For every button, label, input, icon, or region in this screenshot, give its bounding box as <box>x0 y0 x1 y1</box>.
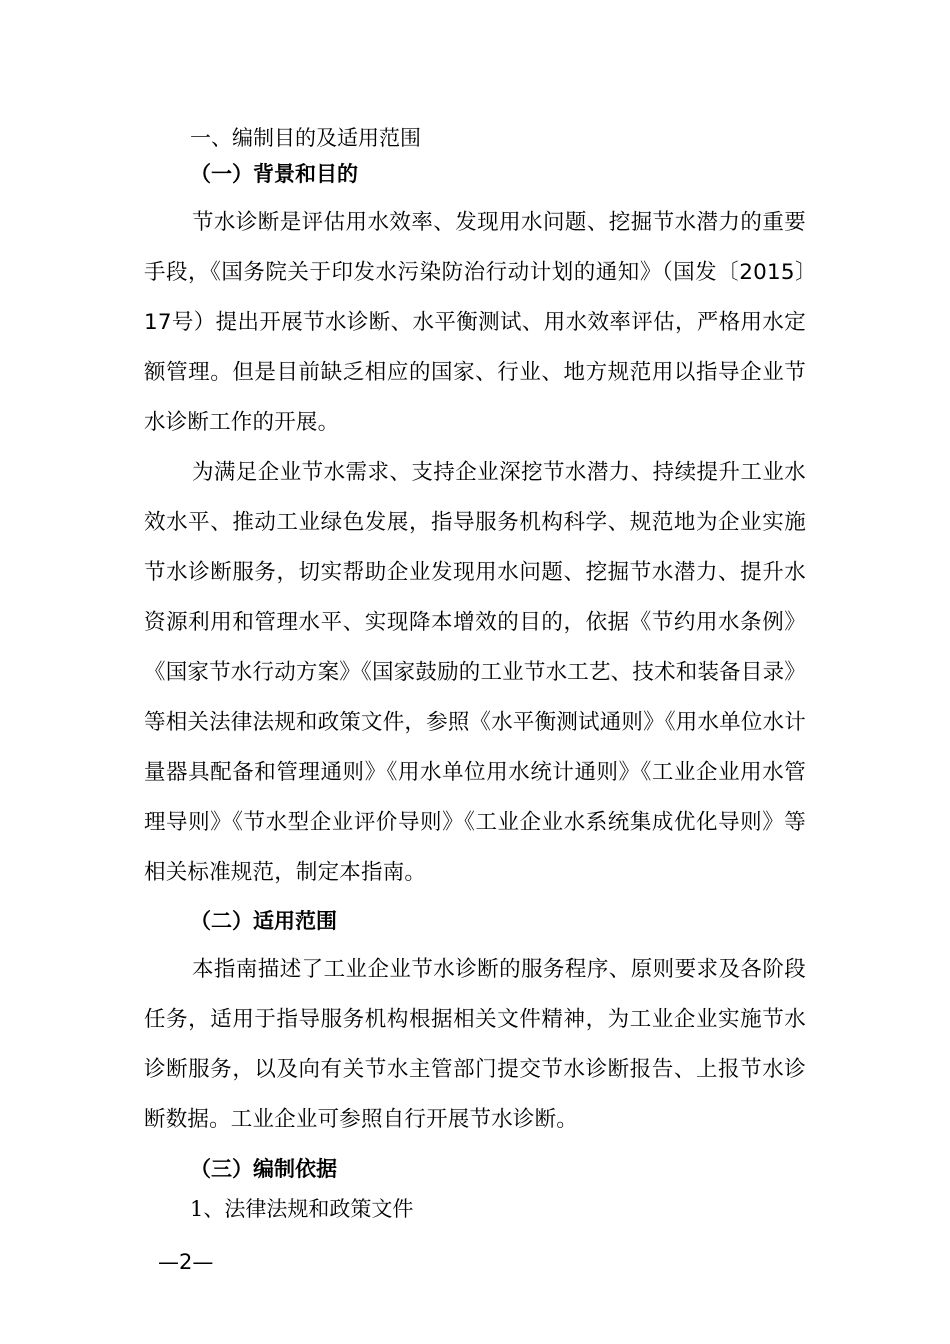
subsection-heading-background: （一）背景和目的 <box>190 162 358 186</box>
page-number: —2— <box>158 1250 214 1274</box>
subsection-heading-scope: （二）适用范围 <box>190 909 337 933</box>
paragraph-scope: 本指南描述了工业企业节水诊断的服务程序、原则要求及各阶段任务，适用于指导服务机构根据相关文件精神，为工业企业实施节水诊断服务，以及向有关节水主管部门提交节水诊断报告、上报节水诊断数据。工业企业可参照自行开展节水诊断。 <box>144 957 806 1132</box>
subsection-heading-basis: （三）编制依据 <box>190 1157 337 1181</box>
paragraph-background-2: 为满足企业节水需求、支持企业深挖节水潜力、持续提升工业水效水平、推动工业绿色发展，指导服务机构科学、规范地为企业实施节水诊断服务，切实帮助企业发现用水问题、挖掘节水潜力、提升水资源利用和管理水平、实现降本增效的目的，依据《节约用水条例》《国家节水行动方案》《国家鼓励的工业节水工艺、技术和装备目录》等相关法律法规和政策文件，参照《水平衡测试通则》《用水单位水计量器具配备和管理通则》《用水单位用水统计通则》《工业企业用水管理导则》《节水型企业评价导则》《工业企业水系统集成优化导则》等相关标准规范，制定本指南。 <box>144 460 806 885</box>
section-title: 一、编制目的及适用范围 <box>190 126 421 150</box>
list-item-laws: 1、法律法规和政策文件 <box>190 1197 414 1221</box>
paragraph-background-1: 节水诊断是评估用水效率、发现用水问题、挖掘节水潜力的重要手段，《国务院关于印发水污染防治行动计划的通知》（国发〔2015〕17号）提出开展节水诊断、水平衡测试、用水效率评估，严格用水定额管理。但是目前缺乏相应的国家、行业、地方规范用以指导企业节水诊断工作的开展。 <box>144 210 806 435</box>
